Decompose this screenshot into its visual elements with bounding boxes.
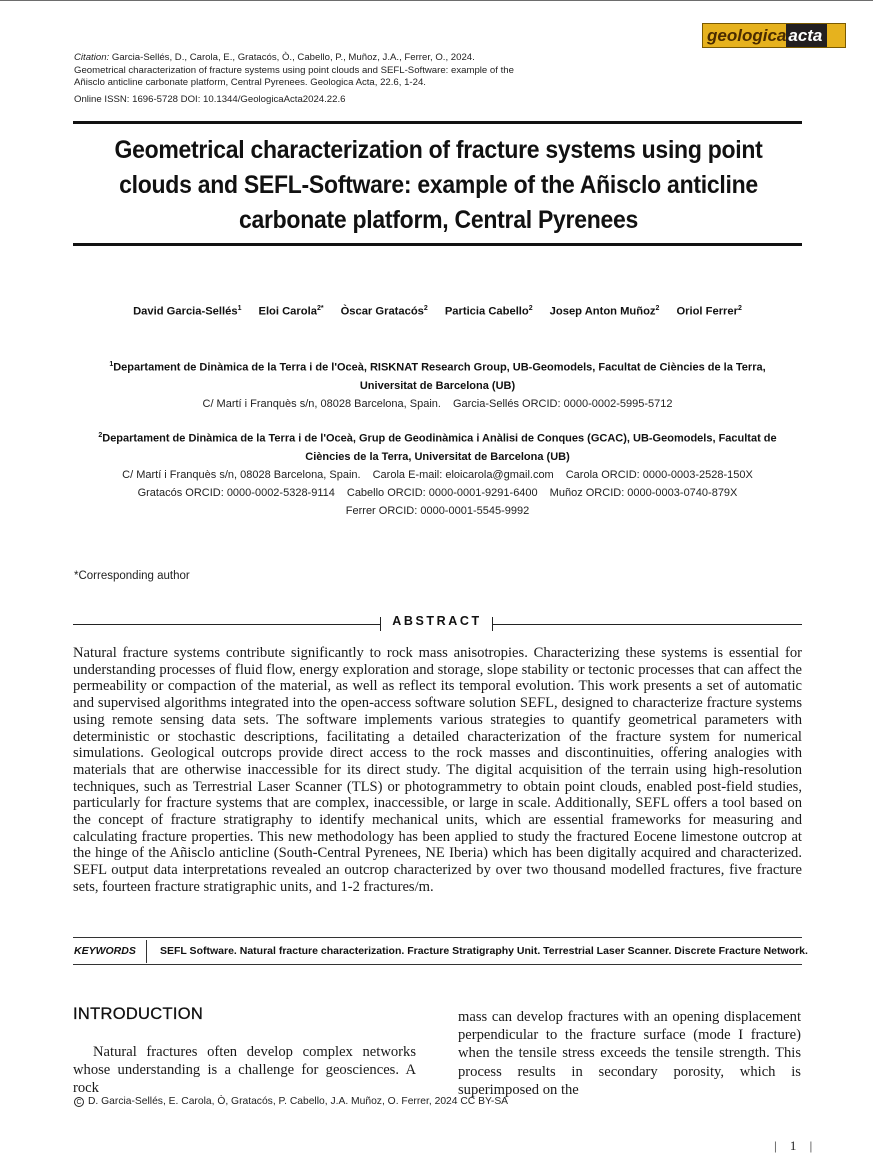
logo-text-part2: acta [786, 24, 827, 47]
email-carola[interactable]: Carola E-mail: eloicarola@gmail.com [372, 468, 554, 481]
abstract-tick-left [380, 617, 381, 631]
title-line-1: Geometrical characterization of fracture systems using point [114, 136, 763, 164]
page-number: | 1 | [774, 1138, 818, 1153]
affiliation-2-university: Ciències de la Terra, Universitat de Barcelona (UB) [305, 450, 570, 463]
abstract-heading: ABSTRACT [392, 614, 482, 628]
title-rule-top [73, 121, 802, 124]
author: Òscar Gratacós$^2$ [340, 305, 428, 318]
issn-doi: Online ISSN: 1696-5728 DOI: 10.1344/GeologicaActa2024.22.6 [74, 94, 346, 105]
orcid-garcia-selles: Garcia-Sellés ORCID: 0000-0002-5995-5712 [452, 397, 673, 410]
author: Oriol Ferrer$^2$ [676, 305, 742, 318]
author-list [73, 305, 802, 318]
citation-label: Citation: [74, 52, 110, 63]
citation-line-2: Geometrical characterization of fracture systems using point clouds and SEFL-Software: example of the [74, 64, 514, 76]
keywords-rule-top [73, 937, 802, 938]
keywords-text: SEFL Software. Natural fracture characterization. Fracture Stratigraphy Unit. Terrestrial Laser Scanner. Discrete Fracture Network. [160, 945, 808, 957]
copyright-icon: C [74, 1097, 84, 1107]
article-title [109, 133, 769, 238]
abstract-rule-right [493, 624, 802, 625]
affiliation-2 [73, 427, 802, 520]
title-line-3: carbonate platform, Central Pyrenees [238, 206, 639, 234]
title-line-2: clouds and SEFL-Software: example of the Añisclo anticline [119, 171, 758, 199]
abstract-text: Natural fracture systems contribute significantly to rock mass anisotropies. Characterizing these systems is essential for understanding processes of fluid flow, energy exploration and storage, slope stability or tectonic processes that can affect the permeability or compaction of the material, as well as reflect its temporal evolution. This work presents a set of automatic and supervised algorithms integrated into the open-access software solution SEFL, designed to characterize fracture systems using remote sensing data sets. The software implements various strategies to quantify geometrical parameters with deterministic or stochastic descriptions, facilitating a detailed characterization of the fracture system for numerical simulations. Geological outcrops provide direct access to the rock masses and discontinuities, offering analogies with materials that are otherwise inaccessible for its direct study. The digital acquisition of the terrain using high-resolution techniques, such as Terrestrial Laser Scanner (TLS) or photogrammetry to obtain point clouds, enabled post-field studies, particularly for fracture systems that are complex, inaccessible, or large in scale. Additionally, SEFL offers a tool based on the concept of fracture stratigraphy to identify mechanical units, which are essential frameworks for measuring and calculating fracture properties. This new methodology has been applied to study the fractured Eocene limestone outcrop at the hinge of the Añisclo anticline (South-Central Pyrenees, NE Iberia) which has been digitally acquired and characterized. SEFL output data interpretations revealed an outcrop characterized by over two thousand modelled fractures, five fracture sets, fourteen fracture stratigraphic units, and 1-2 fractures/m. [73, 645, 802, 895]
affiliation-2-name: $^2$Departament de Dinàmica de la Terra i de l'Oceà, Grup de Geodinàmica i Anàlisi de Conques (GCAC), UB-Geomodels, Facultat de [98, 432, 777, 445]
title-rule-bottom [73, 243, 802, 246]
keywords-label: KEYWORDS [74, 945, 136, 957]
copyright-text: D. Garcia-Sellés, E. Carola, Ò, Gratacós, P. Cabello, J.A. Muñoz, O. Ferrer, 2024 CC BY-SA [88, 1096, 509, 1107]
affiliation-2-address: C/ Martí i Franquès s/n, 08028 Barcelona, Spain. Carola E-mail: eloicarola@gmail.com Carola ORCID: 0000-0003-2528-150X [122, 468, 753, 481]
logo-text-part1: geologica [707, 26, 787, 45]
orcid-carola: Carola ORCID: 0000-0003-2528-150X [565, 468, 753, 481]
author: Particia Cabello$^2$ [444, 305, 533, 318]
keywords-rule-bottom [73, 964, 802, 965]
keywords-divider [146, 940, 147, 963]
top-border-line [0, 0, 873, 1]
introduction-column-1: Natural fractures often develop complex networks whose understanding is a challenge for geosciences. A rock [73, 1044, 416, 1097]
introduction-heading: INTRODUCTION [73, 1005, 204, 1023]
author: Josep Anton Muñoz$^2$ [549, 305, 660, 318]
abstract-rule-left [73, 624, 381, 625]
copyright-footer [74, 1096, 508, 1107]
affiliation-2-orcids [73, 484, 802, 502]
citation-line-1: Garcia-Sellés, D., Carola, E., Gratacós, Ò., Cabello, P., Muñoz, J.A., Ferrer, O., 2024. [111, 52, 475, 63]
orcid-ferrer: Ferrer ORCID: 0000-0001-5545-9992 [345, 504, 530, 517]
author: David Garcia-Sellés$^1$ [133, 305, 242, 318]
orcid-gratacos: Gratacós ORCID: 0000-0002-5328-9114 [137, 486, 335, 499]
author: Eloi Carola$^{2*}$ [258, 305, 324, 318]
orcid-munoz: Muñoz ORCID: 0000-0003-0740-879X [549, 486, 738, 499]
citation-block [74, 52, 634, 90]
introduction-column-2: mass can develop fractures with an opening displacement perpendicular to the fracture surface (mode I fracture) when the tensile stress exceeds the tensile strength. This process results in secondary porosity, which is superimposed on the [458, 1009, 801, 1098]
citation-line-3: Añisclo anticline carbonate platform, Central Pyrenees. Geologica Acta, 22.6, 1-24. [74, 77, 426, 89]
corresponding-author-note: *Corresponding author [74, 570, 190, 582]
journal-logo [702, 23, 846, 48]
affiliation-1 [73, 356, 802, 413]
orcid-cabello: Cabello ORCID: 0000-0001-9291-6400 [346, 486, 538, 499]
affiliation-1-university: Universitat de Barcelona (UB) [359, 379, 516, 392]
affiliation-1-address: C/ Martí i Franquès s/n, 08028 Barcelona, Spain. Garcia-Sellés ORCID: 0000-0002-5995-5712 [202, 397, 673, 410]
affiliation-1-name: $^1$Departament de Dinàmica de la Terra i de l'Oceà, RISKNAT Research Group, UB-Geomodels, Facultat de Ciències de la Terra, [109, 361, 766, 374]
